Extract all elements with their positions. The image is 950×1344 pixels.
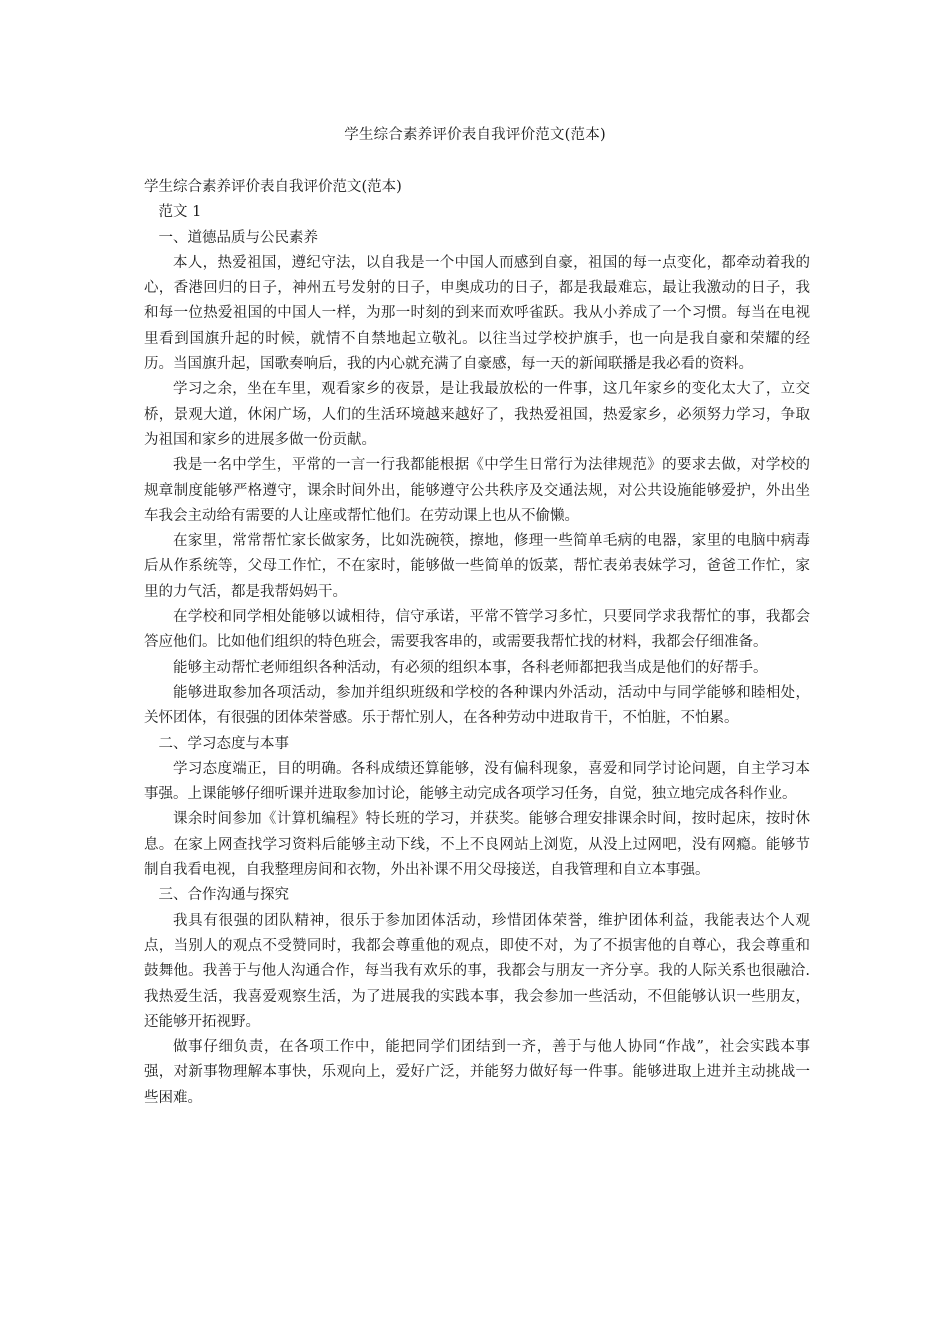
paragraph: 我是一名中学生，平常的一言一行我都能根据《中学生日常行为法律规范》的要求去做，对学校的规章制度能够严格遵守，课余时间外出，能够遵守公共秩序及交通法规，对公共设施能够爱护，外出坐车我会主动给有需要的人让座或帮忙他们。在劳动课上也从不偷懒。	[144, 457, 810, 524]
paragraph: 能够主动帮忙老师组织各种活动，有必须的组织本事，各科老师都把我当成是他们的好帮手。	[173, 659, 768, 676]
paragraph: 课余时间参加《计算机编程》特长班的学习，并获奖。能够合理安排课余时间，按时起床，按时休息。在家上网查找学习资料后能够主动下线，不上不良网站上浏览，从没上过网吧，没有网瘾。能够节制自我看电视，自我整理房间和衣物，外出补课不用父母接送，自我管理和自立本事强。	[144, 811, 810, 879]
section-heading: 一、道德品质与公民素养	[158, 229, 318, 246]
document-subtitle: 学生综合素养评价表自我评价范文(范本)	[144, 179, 402, 195]
paragraph: 本人，热爱祖国，遵纪守法，以自我是一个中国人而感到自豪，祖国的每一点变化，都牵动着我的心，香港回归的日子，神州五号发射的日子，申奥成功的日子，都是我最难忘，最让我激动的日子，我和每一位热爱祖国的中国人一样，为那一时刻的到来而欢呼雀跃。我从小养成了一个习惯。每当在电视里看到国旗升起的时候，就情不自禁地起立敬礼。以往当过学校护旗手，也一向是我自豪和荣耀的经历。当国旗升起，国歌奏响后，我的内心就充满了自豪感，每一天的新闻联播是我必看的资料。	[144, 254, 810, 373]
sample-label: 范文 1	[158, 204, 202, 221]
paragraph: 在家里，常常帮忙家长做家务，比如洗碗筷，擦地，修理一些简单毛病的电器，家里的电脑中病毒后从作系统等，父母工作忙，不在家时，能够做一些简单的饭菜，帮忙表弟表妹学习，爸爸工作忙，家里的力气活，都是我帮妈妈干。	[144, 533, 810, 600]
paragraph: 学习态度端正，目的明确。各科成绩还算能够，没有偏科现象，喜爱和同学讨论问题，自主学习本事强。上课能够仔细听课并进取参加讨论，能够主动完成各项学习任务，自觉，独立地完成各科作业。	[144, 760, 810, 803]
section-heading: 二、学习态度与本事	[158, 735, 289, 752]
paragraph: 学习之余，坐在车里，观看家乡的夜景，是让我最放松的一件事，这几年家乡的变化太大了，立交桥，景观大道，休闲广场，人们的生活环境越来越好了，我热爱祖国，热爱家乡，必须努力学习，争取为祖国和家乡的进展多做一份贡献。	[144, 381, 810, 448]
paragraph: 在学校和同学相处能够以诚相待，信守承诺，平常不管学习多忙，只要同学求我帮忙的事，我都会答应他们。比如他们组织的特色班会，需要我客串的，或需要我帮忙找的材料，我都会仔细准备。	[144, 609, 810, 651]
document-title: 学生综合素养评价表自我评价范文(范本)	[344, 127, 606, 143]
section-heading: 三、合作沟通与探究	[158, 887, 289, 904]
document-body	[144, 175, 810, 1111]
paragraph: 能够进取参加各项活动，参加并组织班级和学校的各种课内外活动，活动中与同学能够和睦相处，关怀团体，有很强的团体荣誉感。乐于帮忙别人，在各种劳动中进取肯干，不怕脏，不怕累。	[144, 684, 810, 727]
paragraph: 我具有很强的团队精神，很乐于参加团体活动，珍惜团体荣誉，维护团体利益，我能表达个人观点，当别人的观点不受赞同时，我都会尊重他的观点，即使不对，为了不损害他的自尊心，我会尊重和鼓舞他。我善于与他人沟通合作，每当我有欢乐的事，我都会与朋友一齐分享。我的人际关系也很融洽.我热爱生活，我喜爱观察生活，为了进展我的实践本事，我会参加一些活动，不但能够认识一些朋友，还能够开拓视野。	[144, 912, 810, 1030]
paragraph: 做事仔细负责，在各项工作中，能把同学们团结到一齐，善于与他人协同“作战”，社会实践本事强，对新事物理解本事快，乐观向上，爱好广泛，并能努力做好每一件事。能够进取上进并主动挑战一些困难。	[144, 1039, 810, 1106]
